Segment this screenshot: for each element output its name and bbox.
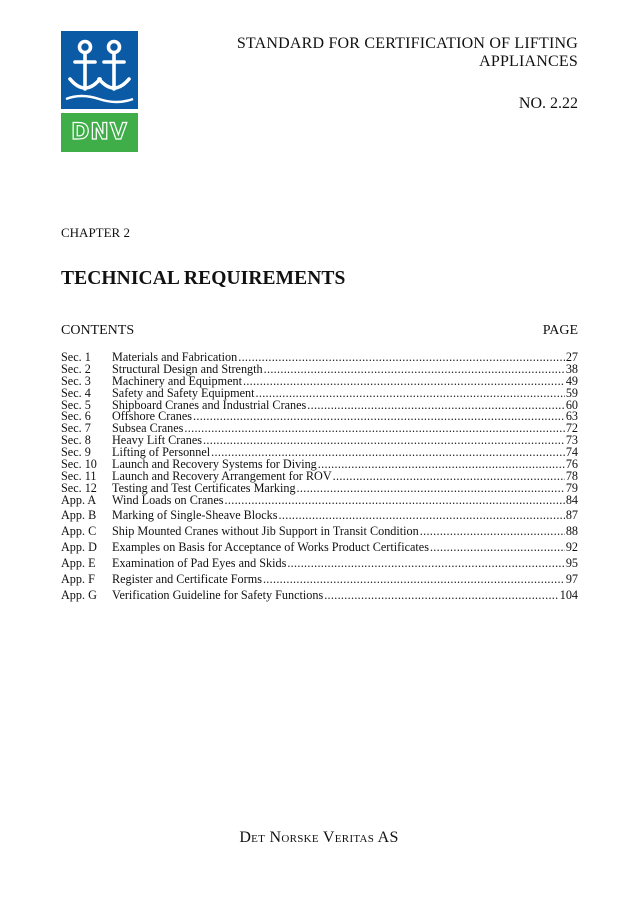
page-column-heading: PAGE xyxy=(542,323,578,338)
toc-entry[interactable] xyxy=(61,539,578,555)
toc-page-number: 97 xyxy=(565,571,578,586)
toc-page-number: 87 xyxy=(565,507,578,522)
toc-section-title[interactable]: Machinery and Equipment xyxy=(112,373,242,388)
table-of-contents xyxy=(61,352,578,603)
publisher-name: Det Norske Veritas AS xyxy=(239,829,399,846)
toc-section-number: Sec. 11 xyxy=(61,468,97,483)
toc-section-number: Sec. 4 xyxy=(61,385,91,400)
dnv-logo xyxy=(61,31,138,152)
toc-dot-leader xyxy=(243,376,565,388)
toc-section-title[interactable]: Shipboard Cranes and Industrial Cranes xyxy=(112,397,307,412)
toc-section-number: Sec. 12 xyxy=(61,480,97,495)
toc-page-number: 60 xyxy=(565,397,578,412)
toc-section-number: Sec. 3 xyxy=(61,373,91,388)
toc-section-title[interactable]: Safety and Safety Equipment xyxy=(112,385,255,400)
toc-page-number: 49 xyxy=(565,373,578,388)
toc-entry[interactable] xyxy=(61,492,578,507)
toc-entry[interactable] xyxy=(61,507,578,523)
toc-section-title[interactable]: Examples on Basis for Acceptance of Works Product Certificates xyxy=(112,539,429,554)
toc-page-number: 27 xyxy=(565,350,578,364)
toc-page-number: 72 xyxy=(565,421,578,436)
toc-section-title[interactable]: Lifting of Personnel xyxy=(112,445,211,460)
toc-section-number: Sec. 10 xyxy=(61,457,97,472)
toc-dot-leader xyxy=(324,587,559,603)
toc-section-title[interactable]: Examination of Pad Eyes and Skids xyxy=(112,555,287,570)
toc-page-number: 95 xyxy=(565,555,578,570)
toc-page-number: 92 xyxy=(565,539,578,554)
toc-section-number: Sec. 7 xyxy=(61,421,91,436)
toc-dot-leader xyxy=(263,571,565,587)
standard-number: NO. 2.22 xyxy=(518,95,578,112)
toc-section-number: App. G xyxy=(61,588,97,603)
toc-section-title[interactable]: Structural Design and Strength xyxy=(112,361,263,376)
toc-section-title[interactable]: Register and Certificate Forms xyxy=(112,571,262,586)
dnv-wordmark-text: DNV xyxy=(71,120,128,145)
toc-dot-leader xyxy=(279,507,565,523)
toc-dot-leader xyxy=(420,523,565,539)
toc-entry[interactable] xyxy=(61,523,578,539)
toc-section-title[interactable]: Launch and Recovery Arrangement for ROV xyxy=(112,468,332,483)
page-title: TECHNICAL REQUIREMENTS xyxy=(61,268,346,289)
toc-page-number: 38 xyxy=(565,361,578,376)
toc-section-number: Sec. 8 xyxy=(61,433,91,448)
toc-dot-leader xyxy=(203,435,565,447)
toc-section-title[interactable]: Materials and Fabrication xyxy=(112,350,238,364)
toc-entry[interactable] xyxy=(61,587,578,603)
toc-page-number: 88 xyxy=(565,523,578,538)
toc-page-number: 78 xyxy=(565,468,578,483)
toc-section-title[interactable]: Verification Guideline for Safety Functions xyxy=(112,588,324,603)
toc-section-number: App. D xyxy=(61,539,97,554)
publisher-footer xyxy=(0,829,638,847)
chapter-label: CHAPTER 2 xyxy=(61,225,130,240)
toc-dot-leader xyxy=(297,483,565,495)
toc-dot-leader xyxy=(430,539,565,555)
toc-section-title[interactable]: Marking of Single-Sheave Blocks xyxy=(112,507,278,522)
toc-section-number: App. F xyxy=(61,571,95,586)
toc-page-number: 76 xyxy=(565,457,578,472)
toc-dot-leader xyxy=(238,352,565,364)
toc-section-number: App. E xyxy=(61,555,96,570)
toc-section-title[interactable]: Launch and Recovery Systems for Diving xyxy=(112,457,317,472)
toc-section-title[interactable]: Heavy Lift Cranes xyxy=(112,433,203,448)
toc-page-number: 104 xyxy=(559,588,578,603)
toc-section-number: Sec. 5 xyxy=(61,397,91,412)
toc-section-number: App. A xyxy=(61,492,97,507)
toc-entry[interactable] xyxy=(61,555,578,571)
toc-section-number: Sec. 9 xyxy=(61,445,91,460)
contents-heading: CONTENTS xyxy=(61,323,135,338)
toc-page-number: 73 xyxy=(565,433,578,448)
toc-dot-leader xyxy=(184,423,564,435)
toc-dot-leader xyxy=(264,364,565,376)
toc-section-title[interactable]: Subsea Cranes xyxy=(112,421,184,436)
anchor-emblem-icon xyxy=(61,31,138,109)
toc-dot-leader xyxy=(225,495,565,507)
toc-dot-leader xyxy=(318,459,565,471)
toc-page-number: 74 xyxy=(565,445,578,460)
toc-section-number: Sec. 2 xyxy=(61,361,91,376)
toc-section-number: App. B xyxy=(61,507,97,522)
toc-dot-leader xyxy=(307,400,565,412)
standard-title: STANDARD FOR CERTIFICATION OF LIFTING APPLIANCES xyxy=(236,35,578,70)
toc-section-title[interactable]: Offshore Cranes xyxy=(112,409,192,424)
toc-dot-leader xyxy=(333,471,565,483)
toc-page-number: 84 xyxy=(565,492,578,507)
toc-section-number: Sec. 6 xyxy=(61,409,91,424)
toc-section-title[interactable]: Testing and Test Certificates Marking xyxy=(112,480,296,495)
toc-section-number: Sec. 1 xyxy=(61,350,91,364)
toc-entry[interactable] xyxy=(61,571,578,587)
dnv-wordmark xyxy=(61,113,138,152)
toc-dot-leader xyxy=(193,411,565,423)
toc-section-number: App. C xyxy=(61,523,97,538)
toc-section-title[interactable]: Ship Mounted Cranes without Jib Support in Transit Condition xyxy=(112,523,419,538)
toc-section-title[interactable]: Wind Loads on Cranes xyxy=(112,492,224,507)
toc-page-number: 63 xyxy=(565,409,578,424)
toc-page-number: 79 xyxy=(565,480,578,495)
toc-dot-leader xyxy=(287,555,564,571)
toc-page-number: 59 xyxy=(565,385,578,400)
